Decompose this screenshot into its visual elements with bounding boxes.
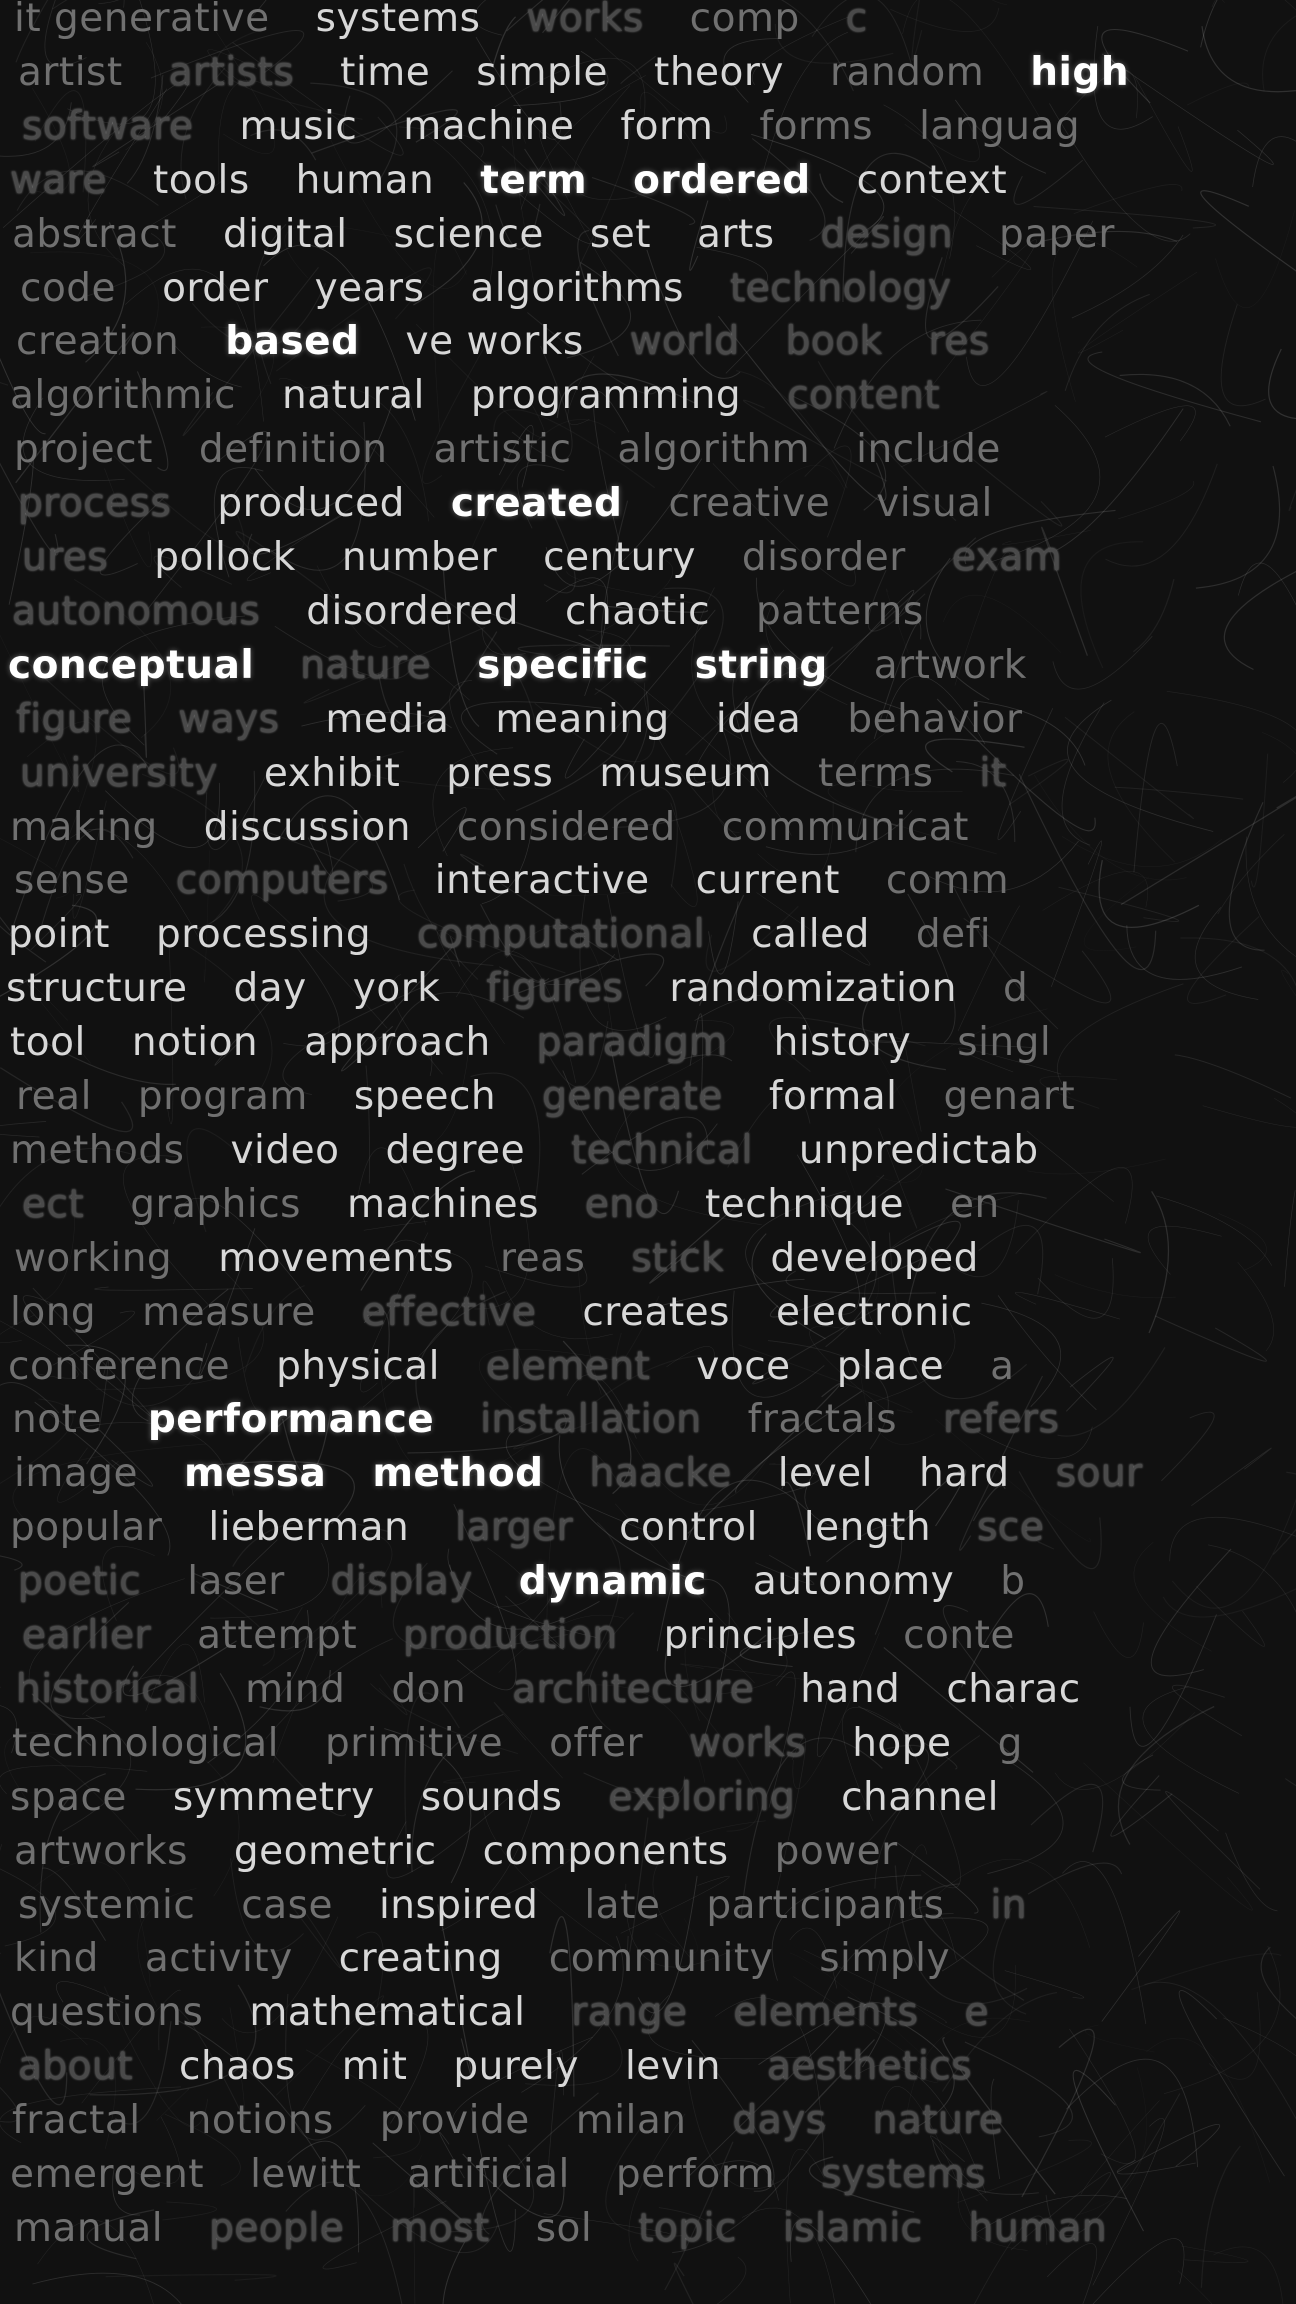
word: algorithmic (10, 373, 236, 419)
word-row (0, 693, 1296, 747)
word: electronic (775, 1289, 973, 1335)
word-row (0, 801, 1296, 855)
word: unpredictab (798, 1127, 1039, 1173)
word: day (233, 966, 307, 1012)
word: fractals (747, 1397, 898, 1443)
word: comp (689, 0, 800, 41)
word: sour (1055, 1451, 1143, 1497)
word: res (928, 319, 990, 365)
word-row (0, 854, 1296, 908)
word: g (997, 1720, 1023, 1766)
word: conceptual (8, 642, 255, 688)
word: most (390, 2205, 490, 2251)
word: years (314, 265, 425, 311)
word-row (0, 585, 1296, 639)
word: offer (549, 1720, 644, 1766)
word: code (20, 265, 117, 311)
word-row (0, 1016, 1296, 1070)
word: genart (943, 1074, 1076, 1119)
word: graphics (130, 1181, 301, 1227)
word: tools (152, 157, 250, 203)
word: reas (499, 1235, 586, 1281)
word: late (584, 1882, 661, 1928)
word: randomization (669, 966, 958, 1012)
word: creates (582, 1289, 730, 1335)
word: kind (14, 1936, 99, 1982)
word: symmetry (172, 1774, 375, 1820)
word: chaotic (565, 588, 711, 634)
word-row (0, 423, 1296, 477)
word-row (0, 1825, 1296, 1879)
word: called (751, 912, 870, 958)
word: arts (697, 211, 775, 257)
word: real (16, 1074, 92, 1119)
word: random (830, 49, 985, 95)
word: it generative (14, 0, 270, 41)
word: produced (217, 481, 405, 527)
word-row (0, 0, 1296, 46)
word-row (0, 369, 1296, 423)
word: pollock (154, 535, 296, 580)
word: hand (800, 1666, 901, 1712)
word: developed (770, 1235, 979, 1281)
word: level (777, 1451, 873, 1497)
word: conte (903, 1613, 1015, 1658)
word: terms (818, 750, 934, 796)
word: figures (486, 966, 624, 1012)
word: artists (168, 49, 295, 95)
word: measure (142, 1289, 316, 1335)
word: visual (876, 481, 993, 527)
word-row (0, 100, 1296, 154)
word: in (990, 1882, 1027, 1928)
word: ordered (633, 157, 811, 203)
word: paradigm (536, 1020, 728, 1066)
word-row (0, 2040, 1296, 2094)
word-row (0, 908, 1296, 962)
word-row (0, 154, 1296, 208)
word: making (10, 804, 158, 850)
word: notion (131, 1020, 259, 1066)
word: discussion (203, 804, 411, 850)
word: exhibit (263, 750, 401, 796)
word: installation (480, 1397, 702, 1443)
word: press (446, 750, 554, 796)
word: notions (186, 2098, 334, 2144)
word-row (0, 639, 1296, 693)
word: creating (338, 1936, 503, 1982)
word: participants (706, 1882, 945, 1928)
word: paper (998, 211, 1115, 257)
texture-stroke (674, 2263, 710, 2304)
word: artistic (433, 427, 572, 473)
word: forms (759, 103, 874, 149)
word: point (8, 912, 110, 958)
word: case (241, 1882, 333, 1928)
word: length (803, 1505, 932, 1551)
word: stick (631, 1235, 725, 1281)
word-row (0, 2094, 1296, 2148)
word: programming (470, 373, 742, 419)
word: natural (282, 373, 425, 419)
word: a (990, 1343, 1015, 1389)
word: milan (575, 2098, 687, 2144)
word-row (0, 1286, 1296, 1340)
word: simple (476, 49, 609, 95)
word: about (18, 2044, 134, 2090)
word: people (209, 2205, 345, 2251)
word: abstract (12, 211, 177, 257)
word: systemic (18, 1882, 196, 1928)
word: interactive (434, 858, 650, 904)
word: technological (12, 1720, 279, 1766)
word: comm (885, 858, 1010, 904)
word: ways (178, 696, 280, 742)
word: primitive (325, 1720, 504, 1766)
word: idea (715, 696, 802, 742)
word: machines (347, 1181, 539, 1227)
word: provide (379, 2098, 530, 2144)
word: context (856, 157, 1008, 203)
word-row (0, 1879, 1296, 1933)
word-row (0, 46, 1296, 100)
word: poetic (18, 1559, 142, 1605)
word: levin (624, 2044, 721, 2090)
word: definition (198, 427, 388, 473)
word-row (0, 962, 1296, 1016)
word: c (845, 0, 868, 41)
word-row (0, 1986, 1296, 2040)
word: structure (6, 966, 188, 1012)
word: performance (147, 1397, 435, 1443)
word: chaos (179, 2044, 296, 2090)
word: algorithms (470, 265, 684, 311)
word: voce (696, 1343, 791, 1389)
word: computational (417, 912, 706, 958)
word: formal (768, 1074, 898, 1119)
word: place (836, 1343, 945, 1389)
word: sense (14, 858, 130, 904)
word: disorder (741, 535, 906, 580)
word: activity (144, 1936, 293, 1982)
word-row (0, 1178, 1296, 1232)
word: ware (10, 157, 107, 203)
word-row (0, 1070, 1296, 1124)
word: power (774, 1828, 898, 1874)
word: project (14, 427, 153, 473)
word: perform (615, 2152, 776, 2197)
word: d (1003, 966, 1029, 1012)
word: effective (361, 1289, 537, 1335)
word-row (0, 1771, 1296, 1825)
word: haacke (589, 1451, 732, 1497)
word: university (20, 750, 218, 796)
word: exploring (608, 1774, 796, 1820)
word: considered (456, 804, 676, 850)
word: behavior (847, 696, 1023, 742)
word: space (10, 1774, 127, 1820)
word: popular (10, 1505, 163, 1551)
word: dynamic (518, 1559, 707, 1605)
word: artwork (873, 642, 1027, 688)
word: larger (455, 1505, 574, 1551)
word: methods (10, 1127, 185, 1173)
word: components (482, 1828, 729, 1874)
word: form (620, 103, 714, 149)
word-row (0, 2202, 1296, 2256)
word: speech (353, 1074, 497, 1119)
word: nature (872, 2098, 1004, 2144)
word: messa (183, 1451, 327, 1497)
word: physical (276, 1343, 440, 1389)
word: theory (654, 49, 785, 95)
word: human (295, 157, 435, 203)
word: hard (918, 1451, 1010, 1497)
word: en (949, 1181, 1000, 1227)
word: topic (638, 2205, 737, 2251)
word-row (0, 262, 1296, 316)
word: conference (8, 1343, 231, 1389)
word: emergent (10, 2152, 205, 2197)
word: channel (841, 1774, 999, 1820)
word: b (1000, 1559, 1026, 1605)
word-row (0, 1609, 1296, 1663)
texture-stroke (600, 2257, 746, 2304)
word: high (1030, 49, 1130, 95)
word: algorithm (617, 427, 811, 473)
word: control (619, 1505, 758, 1551)
word-row (0, 2148, 1296, 2202)
word: range (571, 1990, 688, 2036)
word: ve works (405, 319, 584, 365)
word: questions (10, 1990, 204, 2036)
word: principles (663, 1613, 858, 1658)
word: inspired (378, 1882, 539, 1928)
word: tool (10, 1020, 86, 1066)
word: singl (957, 1020, 1052, 1066)
word: it (979, 750, 1007, 796)
word: york (352, 966, 441, 1012)
word-row (0, 747, 1296, 801)
word: design (820, 211, 953, 257)
word: sol (535, 2205, 593, 2251)
word: autonomy (752, 1559, 955, 1605)
word: approach (304, 1020, 491, 1066)
word: sce (977, 1505, 1045, 1551)
word-row (0, 1232, 1296, 1286)
word-row (0, 531, 1296, 585)
word: computers (175, 858, 389, 904)
word: works (689, 1720, 807, 1766)
word: patterns (756, 588, 924, 634)
word: autonomous (12, 588, 261, 634)
word: languag (919, 103, 1081, 149)
word: world (629, 319, 740, 365)
word-row (0, 1393, 1296, 1447)
word: architecture (512, 1666, 755, 1712)
word: creation (16, 319, 180, 365)
word: days (732, 2098, 827, 2144)
word: term (480, 157, 588, 203)
word: content (787, 373, 941, 419)
word-row (0, 1124, 1296, 1178)
word: process (18, 481, 172, 527)
word-row (0, 208, 1296, 262)
word: sounds (420, 1774, 563, 1820)
word: software (22, 103, 194, 149)
word-row (0, 1447, 1296, 1501)
word: works (526, 0, 644, 41)
word: history (773, 1020, 912, 1066)
word: communicat (721, 804, 969, 850)
word: mathematical (249, 1990, 526, 2036)
word-row (0, 315, 1296, 369)
word: time (340, 49, 431, 95)
word-row (0, 1555, 1296, 1609)
word-row (0, 1501, 1296, 1555)
word: systems (821, 2152, 986, 2197)
word: exam (951, 535, 1063, 580)
word: century (543, 535, 696, 580)
word: element (485, 1343, 651, 1389)
word: earlier (22, 1613, 152, 1658)
word: order (162, 265, 269, 311)
word: simply (819, 1936, 951, 1982)
word: eno (584, 1181, 659, 1227)
word: meaning (495, 696, 670, 742)
word: created (450, 481, 623, 527)
word: technical (571, 1127, 753, 1173)
word: current (695, 858, 840, 904)
word: technique (705, 1181, 904, 1227)
word: museum (599, 750, 773, 796)
word: number (341, 535, 498, 580)
word: disordered (306, 588, 520, 634)
word: mit (341, 2044, 408, 2090)
word: lewitt (250, 2152, 362, 2197)
word: string (694, 642, 828, 688)
word: method (372, 1451, 544, 1497)
word: generate (542, 1074, 723, 1119)
word: mind (245, 1666, 346, 1712)
word: lieberman (208, 1505, 410, 1551)
word: processing (155, 912, 372, 958)
word: attempt (197, 1613, 358, 1658)
word: islamic (782, 2205, 923, 2251)
word: image (14, 1451, 138, 1497)
word-row (0, 1663, 1296, 1717)
word: book (785, 319, 883, 365)
word: community (548, 1936, 774, 1982)
word: display (330, 1559, 473, 1605)
word: purely (453, 2044, 579, 2090)
word: fractal (12, 2098, 141, 2144)
word: working (14, 1235, 173, 1281)
word: don (391, 1666, 467, 1712)
word: set (589, 211, 652, 257)
word: laser (187, 1559, 285, 1605)
word: ect (22, 1181, 85, 1227)
word: historical (16, 1666, 200, 1712)
word: creative (668, 481, 831, 527)
word-row (0, 477, 1296, 531)
word: figure (16, 696, 133, 742)
word: movements (218, 1235, 454, 1281)
word: nature (300, 642, 432, 688)
word: human (968, 2205, 1108, 2251)
word-row (0, 1717, 1296, 1771)
word: include (856, 427, 1001, 473)
word: music (239, 103, 358, 149)
word: refers (943, 1397, 1060, 1443)
word: aesthetics (766, 2044, 973, 2090)
word: artist (18, 49, 123, 95)
word-row (0, 1340, 1296, 1394)
word: machine (403, 103, 575, 149)
word-row (0, 1932, 1296, 1986)
word: technology (729, 265, 952, 311)
word: specific (477, 642, 649, 688)
word: production (403, 1613, 618, 1658)
word: defi (915, 912, 992, 958)
word: digital (222, 211, 348, 257)
word: systems (315, 0, 481, 41)
word: ures (22, 535, 109, 580)
word: charac (946, 1666, 1081, 1712)
word: manual (14, 2205, 164, 2251)
texture-stroke (33, 2273, 189, 2304)
word: science (393, 211, 544, 257)
word: degree (385, 1127, 526, 1173)
word: long (10, 1289, 97, 1335)
word: artworks (14, 1828, 188, 1874)
word: e (964, 1990, 989, 2036)
word: based (225, 319, 360, 365)
word: video (230, 1127, 340, 1173)
word: artificial (407, 2152, 570, 2197)
word: elements (733, 1990, 919, 2036)
word: media (325, 696, 450, 742)
word: hope (852, 1720, 952, 1766)
word: geometric (233, 1828, 437, 1874)
word: program (137, 1074, 308, 1119)
word: note (12, 1397, 102, 1443)
